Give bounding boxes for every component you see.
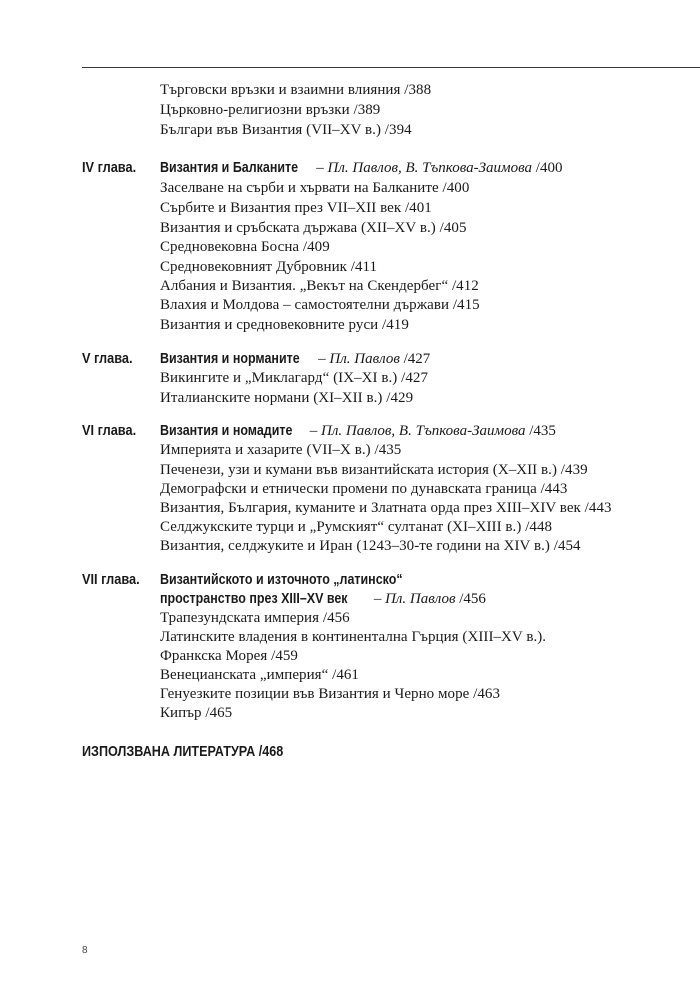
chapter-sep: – xyxy=(312,160,328,176)
chapter-title: Византия и Балканите xyxy=(160,160,299,176)
chapter-label: VII глава. xyxy=(82,572,140,588)
toc-item: Селджукските турци и „Румският“ султанат (XI–XIII в.) /448 xyxy=(160,519,553,535)
toc-item: Печенези, узи и кумани във византийската история (X–XII в.) /439 xyxy=(160,462,588,478)
chapter-heading xyxy=(160,350,430,369)
chapter-page: /400 xyxy=(532,160,563,176)
toc-item: Латинските владения в континентална Гърция (XIII–XV в.). xyxy=(160,629,547,645)
chapter-title: Византия и норманите xyxy=(160,351,300,367)
toc-item: Кипър /465 xyxy=(160,705,233,721)
chapter-authors: Пл. Павлов, В. Тъпкова-Заимова xyxy=(320,423,526,439)
chapter-sep: – xyxy=(305,423,321,439)
toc-item: Църковно-религиозни връзки /389 xyxy=(160,102,381,118)
chapter-sep: – xyxy=(370,591,386,607)
toc-item: Търговски връзки и взаимни влияния /388 xyxy=(160,82,432,98)
literature-heading: ИЗПОЛЗВАНА ЛИТЕРАТУРА /468 xyxy=(82,743,284,760)
header-rule xyxy=(82,67,700,68)
toc-item: Средновековна Босна /409 xyxy=(160,239,330,255)
toc-item: Византия, селджуките и Иран (1243–30-те години на XIV в.) /454 xyxy=(160,538,581,554)
toc-item: Византия, България, куманите и Златната орда през XIII–XIV век /443 xyxy=(160,500,612,516)
toc-item: Средновековният Дубровник /411 xyxy=(160,259,378,275)
toc-item: Франкска Морея /459 xyxy=(160,648,298,664)
chapter-heading xyxy=(160,590,486,609)
chapter-title: Византия и номадите xyxy=(160,423,293,439)
chapter-page: /456 xyxy=(455,591,486,607)
chapter-label: V глава. xyxy=(82,351,133,367)
toc-item: Българи във Византия (VII–XV в.) /394 xyxy=(160,122,412,138)
toc-item: Сърбите и Византия през VII–XII век /401 xyxy=(160,200,432,216)
toc-item: Венецианската „империя“ /461 xyxy=(160,667,359,683)
page-number: 8 xyxy=(82,945,88,956)
chapter-authors: Пл. Павлов xyxy=(329,351,400,367)
chapter-page: /435 xyxy=(525,423,556,439)
chapter-label: IV глава. xyxy=(82,160,137,176)
chapter-title: пространство през XIII–XV век xyxy=(160,591,348,607)
toc-item: Генуезките позиции във Византия и Черно море /463 xyxy=(160,686,501,702)
chapter-title: Византийското и източното „латинско“ xyxy=(160,572,403,588)
toc-item: Трапезундската империя /456 xyxy=(160,610,350,626)
toc-item: Византия и сръбската държава (XII–XV в.) /405 xyxy=(160,220,467,236)
toc-item: Демографски и етнически промени по дунавската граница /443 xyxy=(160,481,568,497)
chapter-label: VI глава. xyxy=(82,423,137,439)
toc-item: Влахия и Молдова – самостоятелни държави /415 xyxy=(160,297,480,313)
chapter-page: /427 xyxy=(399,351,431,367)
chapter-authors: Пл. Павлов xyxy=(385,591,456,607)
chapter-heading xyxy=(160,159,562,178)
chapter-sep: – xyxy=(314,351,330,367)
chapter-authors: Пл. Павлов, В. Тъпкова-Заимова xyxy=(327,160,533,176)
chapter-heading xyxy=(160,422,556,441)
toc-item: Викингите и „Миклагард“ (IX–XI в.) /427 xyxy=(160,370,428,386)
toc-item: Албания и Византия. „Векът на Скендербег“ /412 xyxy=(160,278,479,294)
toc-item: Империята и хазарите (VII–X в.) /435 xyxy=(160,442,402,458)
chapter-heading-line1 xyxy=(160,571,434,590)
toc-item: Заселване на сърби и хървати на Балканите /400 xyxy=(160,180,470,196)
toc-item: Византия и средновековните руси /419 xyxy=(160,317,409,333)
toc-item: Италианските нормани (XI–XII в.) /429 xyxy=(160,390,414,406)
